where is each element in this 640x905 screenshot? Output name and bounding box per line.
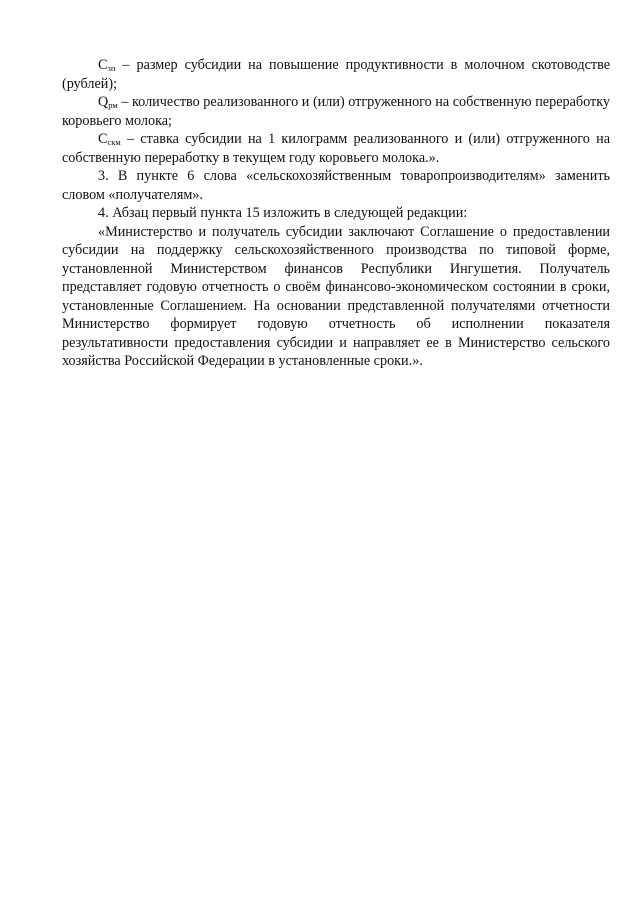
symbol: Q [98, 94, 109, 110]
definition-text: – размер субсидии на повышение продуктивности в молочном скотоводстве (рублей); [62, 57, 610, 92]
symbol: C [98, 57, 108, 73]
definition-qrm [62, 93, 610, 130]
definition-text: – количество реализованного и (или) отгруженного на собственную переработку коровьего молока; [62, 94, 610, 129]
document-page [62, 56, 610, 371]
definition-text: – ставка субсидии на 1 килограмм реализованного и (или) отгруженного на собственную переработку в текущем году коровьего молока.». [62, 131, 610, 166]
definition-cskm [62, 130, 610, 167]
amendment-item-4-intro: 4. Абзац первый пункта 15 изложить в следующей редакции: [98, 205, 468, 221]
definition-czp [62, 56, 610, 93]
symbol-subscript: зп [107, 63, 116, 73]
amendment-item-4-text: «Министерство и получатель субсидии заключают Соглашение о предоставлении субсидии на поддержку сельскохозяйственного производства по типовой форме, установленной Министерством финансов Республики Ингушетия. Получатель представляет годовую отчетность о своём финансово-экономическом состоянии в сроки, установленные Соглашением. На основании представленной получателями отчетности Министерство формирует годовую отчетность об исполнении показателя результативности предоставления субсидии и направляет ее в Министерство сельского хозяйства Российской Федерации в установленные сроки.». [62, 223, 610, 369]
symbol-subscript: рм [108, 100, 118, 110]
symbol: C [98, 131, 108, 147]
symbol-subscript: скм [107, 137, 121, 147]
amendment-item-3: 3. В пункте 6 слова «сельскохозяйственным товаропроизводителям» заменить словом «получателям». [62, 168, 610, 203]
